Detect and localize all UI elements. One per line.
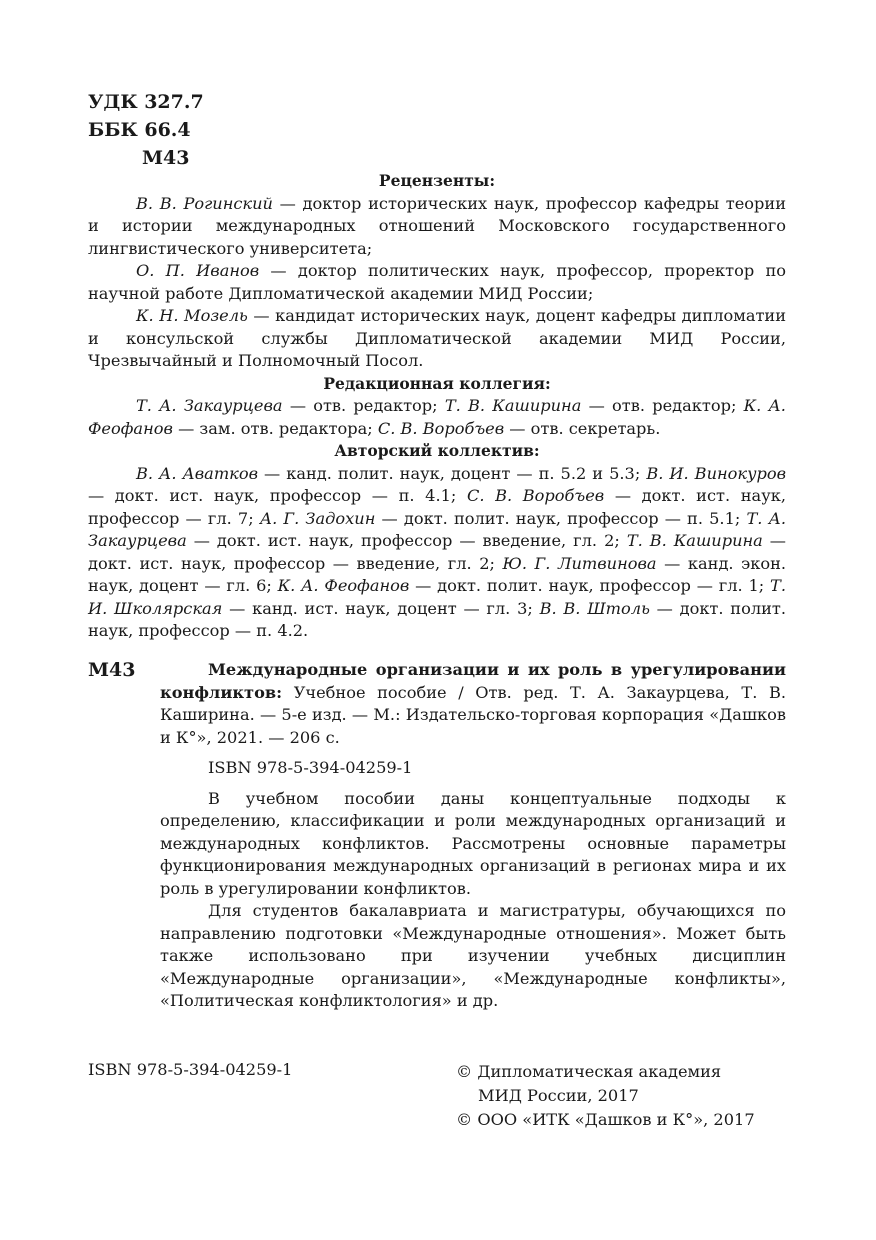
editorial-entry: Т. А. Закаурцева — отв. редактор; Т. В. Каширина — отв. редактор; К. А. Феофанов — зам. отв. редактора; С. В. Воробъев — отв. секретарь. [88, 396, 786, 438]
book-details: Учебное пособие / Отв. ред. Т. А. Закаурцева, Т. В. Каширина. — 5-е изд. — М.: Издательско-торговая корпорация «Дашков и К°», 2021. — 206 с. [160, 682, 786, 747]
copyright-line: МИД России, 2017 [478, 1086, 639, 1105]
copyright-block [456, 1060, 755, 1132]
reviewer-entry: К. Н. Мозель — кандидат исторических наук, доцент кафедры дипломатии и консульской службы Дипломатической академии МИД России, Чрезвычайный и Полномочный Посол. [88, 306, 787, 370]
reviewer-entry: О. П. Иванов — доктор политических наук, профессор, проректор по научной работе Дипломатической академии МИД России; [88, 261, 786, 303]
annotation-paragraph: Для студентов бакалавриата и магистратуры, обучающихся по направлению подготовки «Международные отношения». Может быть также использовано при изучении учебных дисциплин «Международные организации», «Международные конфликты», «Политическая конфликтология» и др. [160, 901, 786, 1010]
reviewer-entry: В. В. Рогинский — доктор исторических наук, профессор кафедры теории и истории международных отношений Московского государственного лингвистического университета; [88, 193, 786, 258]
copyright-line: © Дипломатическая академия [456, 1062, 722, 1081]
authors-heading: Авторский коллектив: [334, 441, 540, 460]
book-title: Международные организации и их роль в урегулировании конфликтов: [160, 660, 786, 702]
reviewers-heading: Рецензенты: [378, 171, 496, 190]
book-citation [160, 659, 786, 749]
reviewer-name: О. П. Иванов [136, 261, 260, 280]
udk-code: УДК 327.7 [88, 91, 204, 113]
classification-codes [88, 88, 204, 172]
annotation-paragraph: В учебном пособии даны концептуальные подходы к определению, классификации и роли международных организаций и международных конфликтов. Рассмотрены основные параметры функционирования международных организаций в регионах мира и их роль в урегулировании конфликтов. [160, 788, 786, 898]
reviewer-name: В. В. Рогинский [136, 193, 273, 213]
book-code: М43 [88, 659, 136, 681]
footer-isbn: ISBN 978-5-394-04259-1 [88, 1060, 293, 1079]
authors-entry: В. А. Аватков — канд. полит. наук, доцент — п. 5.2 и 5.3; В. И. Винокуров — докт. ист. наук, профессор — п. 4.1; С. В. Воробъев — докт. ист. наук, профессор — гл. 7; А. Г. Задохин — докт. полит. наук, профессор — п. 5.1; Т. А. Закаурцева — докт. ист. наук, профессор — введение, гл. 2; Т. В. Каширина — докт. ист. наук, профессор — введение, гл. 2; Ю. Г. Литвинова — канд. экон. наук, доцент — гл. 6; К. А. Феофанов — докт. полит. наук, профессор — гл. 1; Т. И. Школярская — канд. ист. наук, доцент — гл. 3; В. В. Штоль — докт. полит. наук, профессор — п. 4.2. [88, 463, 787, 640]
bbk-code: ББК 66.4 [88, 119, 191, 141]
credits-block [88, 170, 786, 643]
reviewer-name: К. Н. Мозель [136, 306, 248, 325]
book-isbn: ISBN 978-5-394-04259-1 [208, 758, 413, 777]
copyright-line: © ООО «ИТК «Дашков и К°», 2017 [456, 1110, 755, 1129]
author-mark: М43 [142, 147, 190, 169]
annotation [160, 788, 786, 1013]
editorial-heading: Редакционная коллегия: [323, 373, 551, 393]
book-description [160, 659, 786, 1013]
